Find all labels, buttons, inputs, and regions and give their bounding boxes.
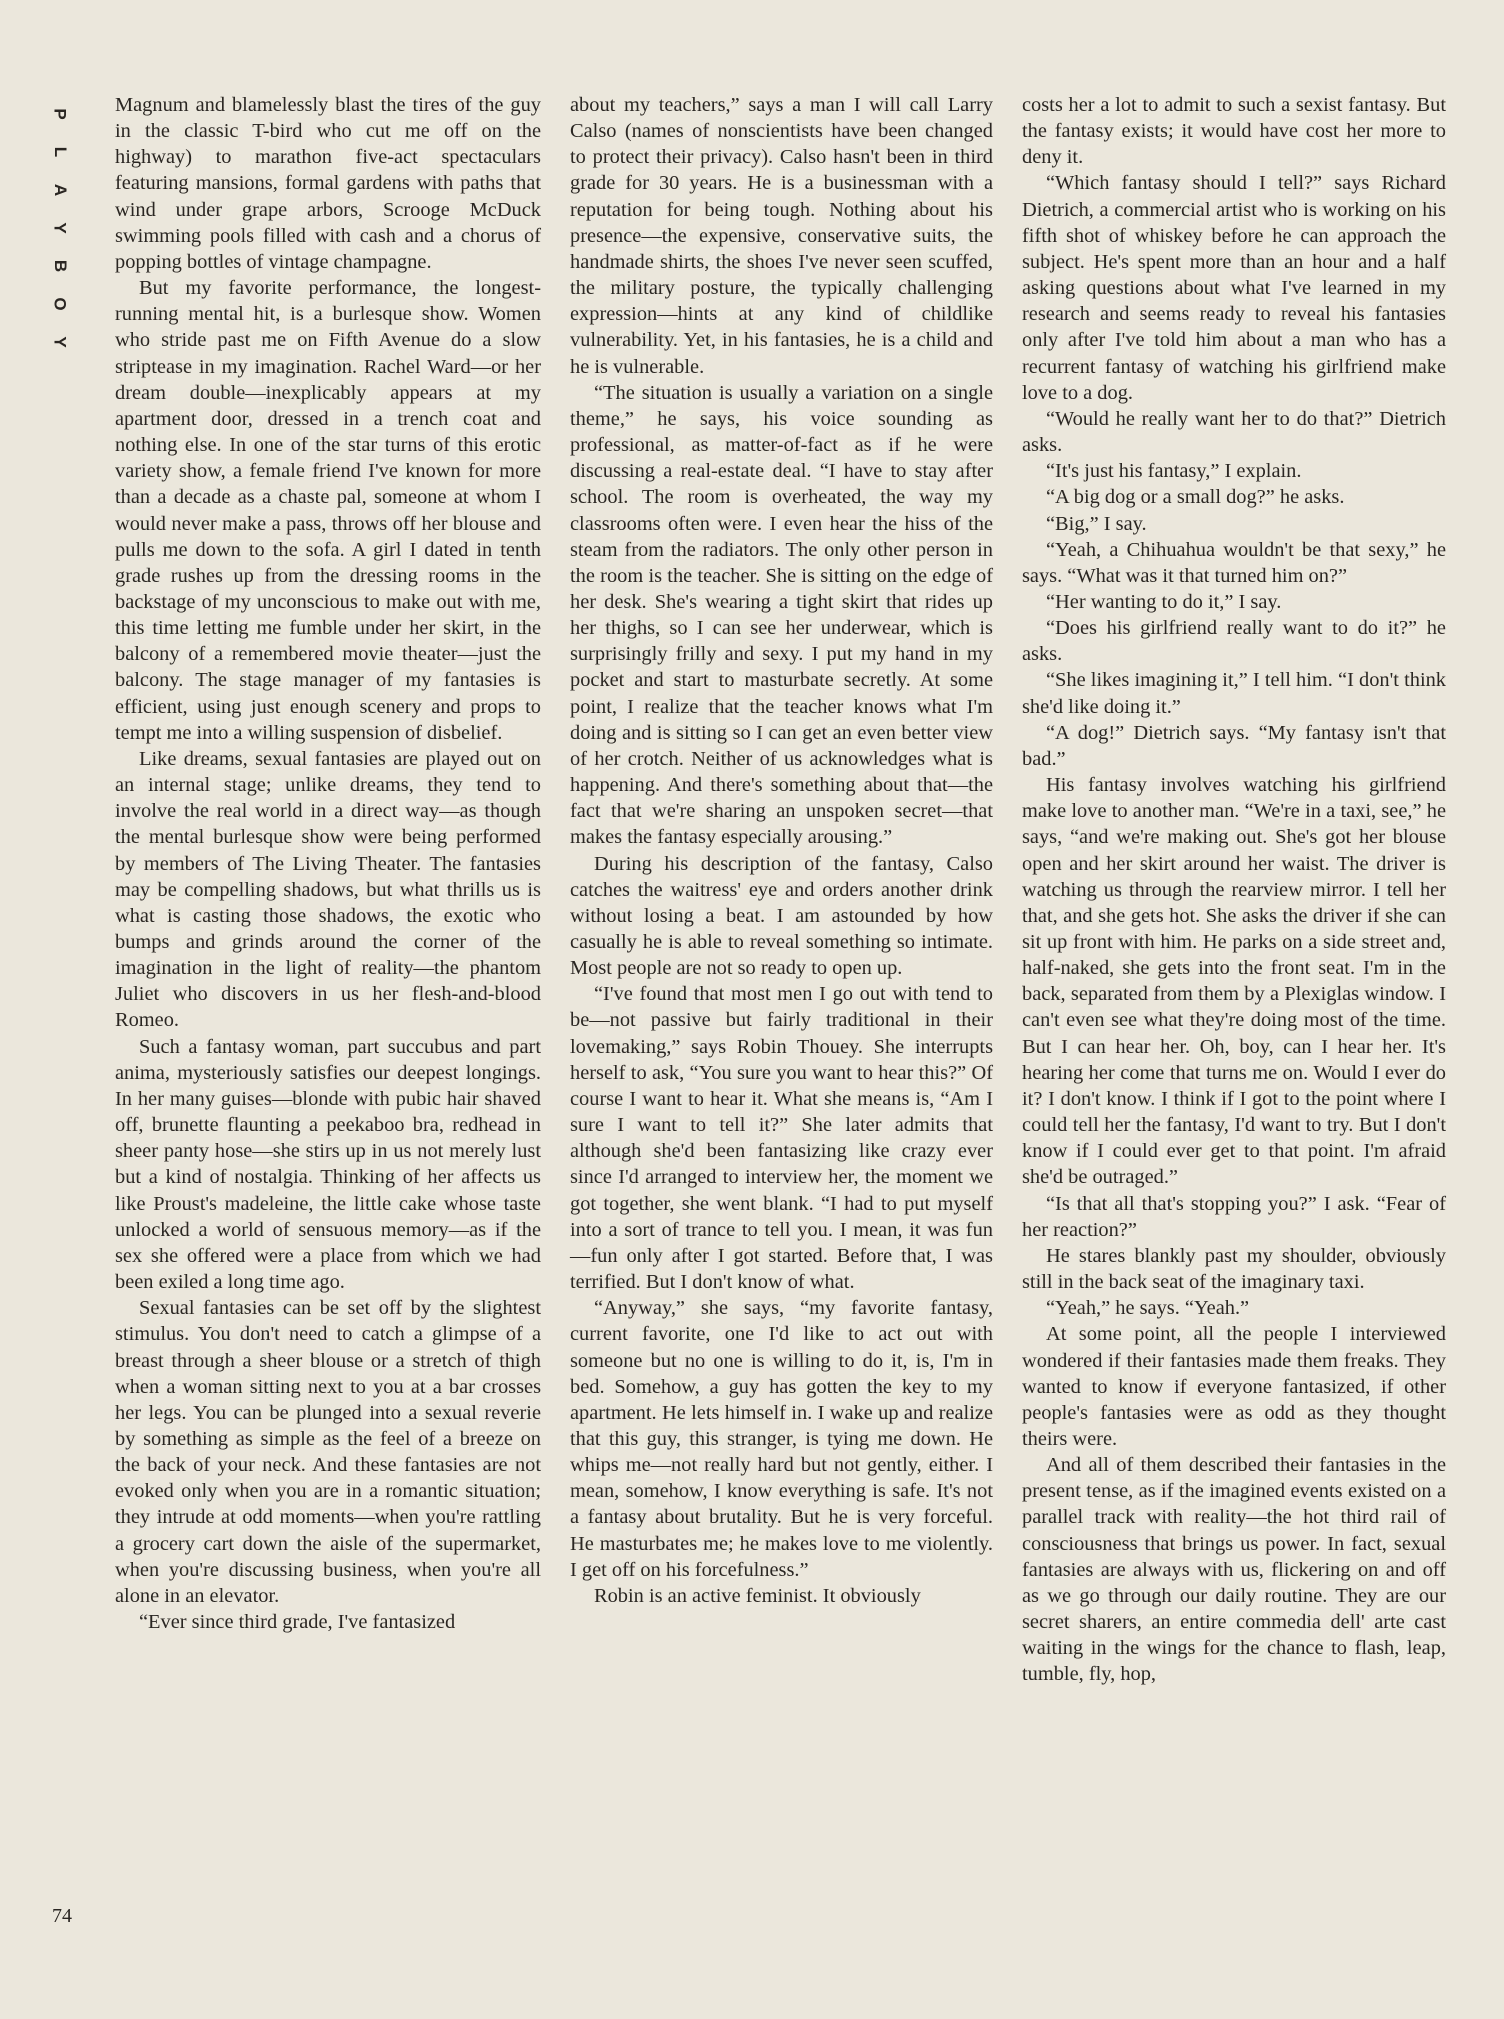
text-column-2 bbox=[570, 92, 993, 1609]
paragraph: “A dog!” Dietrich says. “My fantasy isn't that bad.” bbox=[1022, 721, 1446, 770]
paragraph: “I've found that most men I go out with tend to be—not passive but fairly traditional in their lovemaking,” says Robin Thouey. She interrupts herself to ask, “You sure you want to hear this?” Of course I want to hear it. What she means is, “Am I sure I want to tell it?” She later admits that although she'd been fantasizing like crazy ever since I'd arranged to interview her, the moment we got together, she went blank. “I had to put myself into a sort of trance to tell you. I mean, it was fun—fun only after I got started. Before that, I was terrified. But I don't know of what. bbox=[570, 983, 993, 1294]
paragraph: “Big,” I say. bbox=[1046, 512, 1147, 535]
paragraph: “Yeah, a Chihuahua wouldn't be that sexy,” he says. “What was it that turned him on?” bbox=[1022, 538, 1446, 587]
side-letter: L bbox=[50, 146, 70, 158]
paragraph: Such a fantasy woman, part succubus and part anima, mysteriously satisfies our deepest longings. In her many guises—blonde with pubic hair shaved off, brunette flaunting a peekaboo bra, redhead in sheer panty hose—she stirs up in us not merely lust but a kind of nostalgia. Thinking of her affects us like Proust's madeleine, the little cake whose taste unlocked a world of sensuous memory—as if the sex she offered were a place from which we had been exiled a long time ago. bbox=[115, 1035, 541, 1294]
paragraph: Sexual fantasies can be set off by the slightest stimulus. You don't need to catch a glimpse of a breast through a sheer blouse or a stretch of thigh when a woman sitting next to you at a bar crosses her legs. You can be plunged into a sexual reverie by something as simple as the feel of a breeze on the back of your neck. And these fantasies are not evoked only when you are in a romantic situation; they intrude at odd moments—when you're rattling a grocery cart down the aisle of the supermarket, when you're discussing business, when you're all alone in an elevator. bbox=[115, 1297, 541, 1607]
magazine-name-vertical bbox=[48, 95, 72, 361]
paragraph: “She likes imagining it,” I tell him. “I don't think she'd like doing it.” bbox=[1022, 669, 1446, 718]
paragraph: During his description of the fantasy, Calso catches the waitress' eye and orders another drink without losing a beat. I am astounded by how casually he is able to reveal something so intimate. Most people are not so ready to open up. bbox=[570, 852, 993, 980]
paragraph: “Her wanting to do it,” I say. bbox=[1046, 590, 1282, 613]
paragraph: He stares blankly past my shoulder, obviously still in the back seat of the imaginary taxi. bbox=[1022, 1244, 1446, 1294]
text-column-1 bbox=[115, 92, 541, 1635]
paragraph: “Is that all that's stopping you?” I ask. “Fear of her reaction?” bbox=[1022, 1192, 1446, 1241]
paragraph: His fantasy involves watching his girlfriend make love to another man. “We're in a taxi, see,” he says, “and we're making out. She's got her blouse open and her skirt around her waist. The driver is watching us through the rearview mirror. I tell her that, and she gets hot. She asks the driver if she can sit up front with him. He parks on a side street and, half-naked, she gets into the front seat. I'm in the back, separated from them by a Plexiglas window. I can't even see what they're doing most of the time. But I can hear her. Oh, boy, can I hear her. It's hearing her come that turns me on. Would I ever do it? I don't know. I think if I got to the point where I could tell her the fantasy, I'd want to try. But I don't know if I could ever get to that point. I'm afraid she'd be outraged.” bbox=[1022, 774, 1446, 1189]
side-letter: P bbox=[51, 108, 70, 120]
paragraph: And all of them described their fantasies in the present tense, as if the imagined events existed on a parallel track with reality—the hot third rail of consciousness that brings us power. In fact, sexual fantasies are always with us, flickering on and off as we go through our daily routine. They are our secret sharers, an entire commedia dell' arte cast waiting in the wings for the chance to flash, leap, tumble, fly, hop, bbox=[1022, 1454, 1446, 1686]
side-letter: A bbox=[51, 183, 70, 197]
paragraph: “Would he really want her to do that?” Dietrich asks. bbox=[1022, 407, 1446, 457]
paragraph: Magnum and blamelessly blast the tires of the guy in the classic T-bird who cut me off on the highway) to marathon five-act spectaculars featuring mansions, formal gardens with paths that wind under grape arbors, Scrooge McDuck swimming pools filled with cash and a chorus of popping bottles of vintage champagne. bbox=[115, 94, 541, 273]
paragraph: “Anyway,” she says, “my favorite fantasy, current favorite, one I'd like to act out with someone but no one is willing to do it, is, I'm in bed. Somehow, a guy has gotten the key to my apartment. He lets himself in. I wake up and realize that this guy, this stranger, is tying me down. He whips me—not really hard but not gently, either. I mean, somehow, I know everything is safe. It's not a fantasy about brutality. But he is very forceful. He masturbates me; he makes love to me violently. I get off on his forcefulness.” bbox=[570, 1297, 993, 1581]
paragraph: “Ever since third grade, I've fantasized bbox=[139, 1611, 456, 1634]
paragraph: “Which fantasy should I tell?” says Richard Dietrich, a commercial artist who is working on his fifth shot of whiskey before he can approach the subject. He's spent more than an hour and a half asking questions about what I've learned in my research and seems ready to reveal his fantasies only after I've told him about a man who has a recurrent fantasy of watching his girlfriend make love to a dog. bbox=[1022, 172, 1446, 404]
paragraph: costs her a lot to admit to such a sexist fantasy. But the fantasy exists; it would have cost her more to deny it. bbox=[1022, 94, 1446, 169]
paragraph: Robin is an active feminist. It obviously bbox=[594, 1584, 921, 1607]
side-letter: O bbox=[50, 297, 70, 311]
paragraph: “A big dog or a small dog?” he asks. bbox=[1046, 486, 1345, 509]
paragraph: “Yeah,” he says. “Yeah.” bbox=[1046, 1297, 1250, 1320]
paragraph: Like dreams, sexual fantasies are played out on an internal stage; unlike dreams, they tend to involve the real world in a direct way—as though the mental burlesque show were being performed by members of The Living Theater. The fantasies may be compelling shadows, but what thrills us is what is casting those shadows, the exotic who bumps and grinds around the corner of the imagination in the light of reality—the phantom Juliet who discovers in us her flesh-and-blood Romeo. bbox=[115, 747, 541, 1032]
paragraph: At some point, all the people I interviewed wondered if their fantasies made them freaks. They wanted to know if everyone fantasized, if other people's fantasies were as odd as they thought theirs were. bbox=[1022, 1323, 1446, 1450]
paragraph: But my favorite performance, the longest-running mental hit, is a burlesque show. Women who stride past me on Fifth Avenue do a slow striptease in my imagination. Rachel Ward—or her dream double—inexplicably appears at my apartment door, dressed in a trench coat and nothing else. In one of the star turns of this erotic variety show, a female friend I've known for more than a decade as a chaste pal, someone at whom I would never make a pass, throws off her blouse and pulls me down to the sofa. A girl I dated in tenth grade rushes up from the dressing rooms in the backstage of my unconscious to make out with me, this time letting me fumble under her skirt, in the balcony of a remembered movie theater—just the balcony. The stage manager of my fantasies is efficient, using just enough scenery and props to tempt me into a willing suspension of disbelief. bbox=[115, 277, 541, 744]
side-letter: Y bbox=[51, 222, 70, 234]
paragraph: about my teachers,” says a man I will call Larry Calso (names of nonscientists have been changed to protect their privacy). Calso hasn't been in third grade for 30 years. He is a businessman with a reputation for being tough. Nothing about his presence—the expensive, conservative suits, the handmade shirts, the shoes I've never seen scuffed, the military posture, the typically challenging expression—hints at any kind of childlike vulnerability. Yet, in his fantasies, he is a child and he is vulnerable. bbox=[570, 94, 993, 378]
paragraph: “The situation is usually a variation on a single theme,” he says, his voice sounding as professional, as matter-of-fact as if he were discussing a real-estate deal. “I have to stay after school. The room is overheated, the way my classrooms often were. I even hear the hiss of the steam from the radiators. The only other person in the room is the teacher. She is sitting on the edge of her desk. She's wearing a tight skirt that rides up her thighs, so I can see her underwear, which is surprisingly frilly and sexy. I put my hand in my pocket and start to masturbate secretly. At some point, I realize that the teacher knows what I'm doing and is sitting so I can get an even better view of her crotch. Neither of us acknowledges what is happening. And there's something about that—the fact that we're sharing an unspoken secret—that makes the fantasy especially arousing.” bbox=[570, 381, 993, 849]
side-letter: B bbox=[51, 259, 70, 273]
text-column-3 bbox=[1022, 92, 1446, 1688]
side-letter: Y bbox=[51, 336, 70, 348]
page-number: 74 bbox=[52, 1905, 72, 1927]
paragraph: “It's just his fantasy,” I explain. bbox=[1046, 460, 1302, 483]
paragraph: “Does his girlfriend really want to do it?” he asks. bbox=[1022, 617, 1446, 666]
